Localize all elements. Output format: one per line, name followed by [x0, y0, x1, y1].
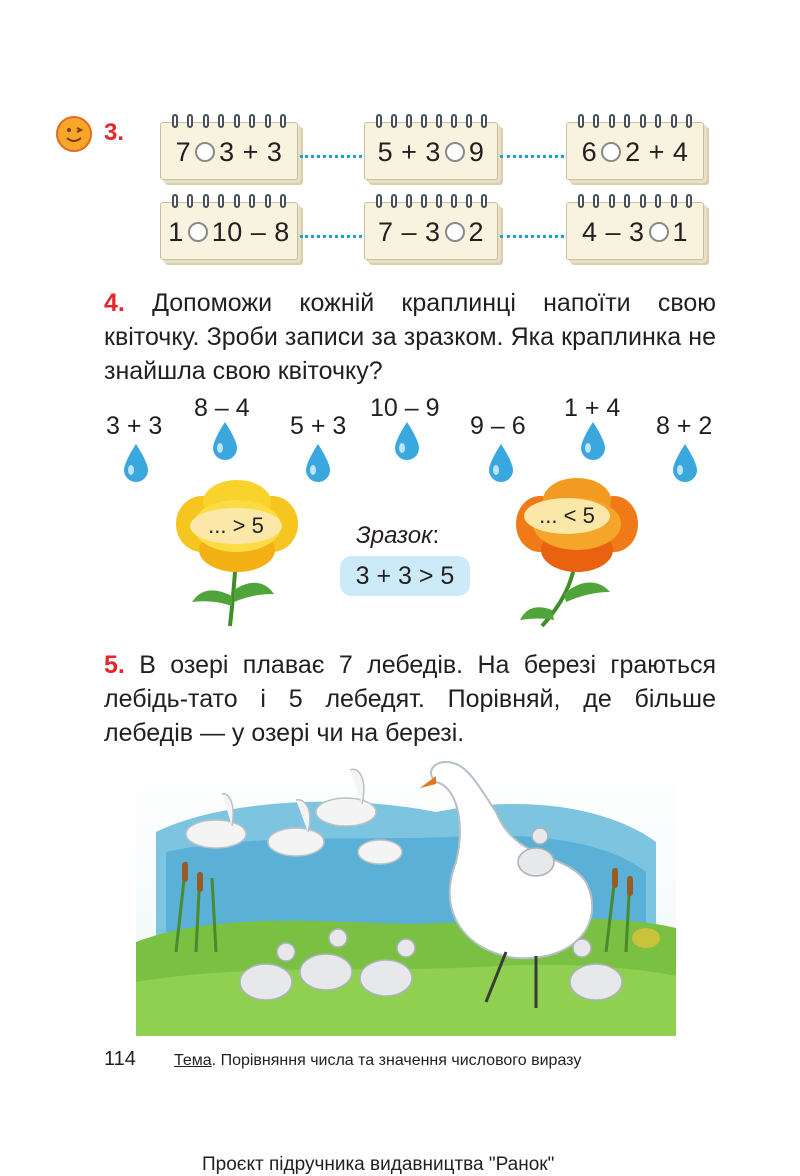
drop-label-2: 8 – 4 — [194, 394, 250, 422]
water-drop-icon[interactable] — [670, 442, 700, 482]
topic-line: Тема. Порівняння числа та значення числового виразу — [174, 1052, 582, 1069]
card-5: 7 – 3 2 — [364, 202, 498, 260]
compare-circle[interactable] — [445, 222, 465, 242]
project-credit: Проєкт підручника видавництва "Ранок" — [202, 1154, 555, 1175]
water-drop-icon[interactable] — [210, 420, 240, 460]
smile-face-icon — [56, 116, 92, 152]
page-number: 114 — [104, 1048, 136, 1070]
compare-circle[interactable] — [445, 142, 465, 162]
water-drop-icon[interactable] — [121, 442, 151, 482]
drop-label-3: 5 + 3 — [290, 412, 347, 440]
yellow-flower-icon[interactable] — [172, 478, 302, 628]
water-drop-icon[interactable] — [303, 442, 333, 482]
card-6: 4 – 3 1 — [566, 202, 704, 260]
sample-title: Зразок: — [356, 522, 440, 549]
sample-expression: 3 + 3 > 5 — [340, 556, 470, 596]
swans-illustration — [136, 752, 676, 1036]
drop-label-7: 8 + 2 — [656, 412, 713, 440]
flower-right-label: ... < 5 — [524, 498, 610, 534]
compare-circle[interactable] — [188, 222, 208, 242]
task-5-text: 5. В озері плаває 7 лебедів. На березі граються лебідь-тато і 5 лебедят. Порівняй, де більше лебедів — у озері чи на березі. — [104, 651, 717, 747]
task-3-number: 3. — [104, 119, 125, 146]
task-4-text: 4. Допоможи кожній краплинці напоїти свою квіточку. Зроби записи за зразком. Яка краплинка не знайшла свою квіточку? — [104, 289, 716, 385]
drop-label-5: 9 – 6 — [470, 412, 526, 440]
card-3: 6 2 + 4 — [566, 122, 704, 180]
card-4: 1 10 – 8 — [160, 202, 298, 260]
water-drop-icon[interactable] — [392, 420, 422, 460]
water-drop-icon[interactable] — [578, 420, 608, 460]
drop-label-4: 10 – 9 — [370, 394, 440, 422]
flower-left-label: ... > 5 — [190, 508, 282, 544]
drop-label-1: 3 + 3 — [106, 412, 163, 440]
compare-circle[interactable] — [649, 222, 669, 242]
card-1: 7 3 + 3 — [160, 122, 298, 180]
orange-flower-icon[interactable] — [512, 474, 642, 630]
compare-circle[interactable] — [601, 142, 621, 162]
drop-label-6: 1 + 4 — [564, 394, 621, 422]
card-2: 5 + 3 9 — [364, 122, 498, 180]
compare-circle[interactable] — [195, 142, 215, 162]
